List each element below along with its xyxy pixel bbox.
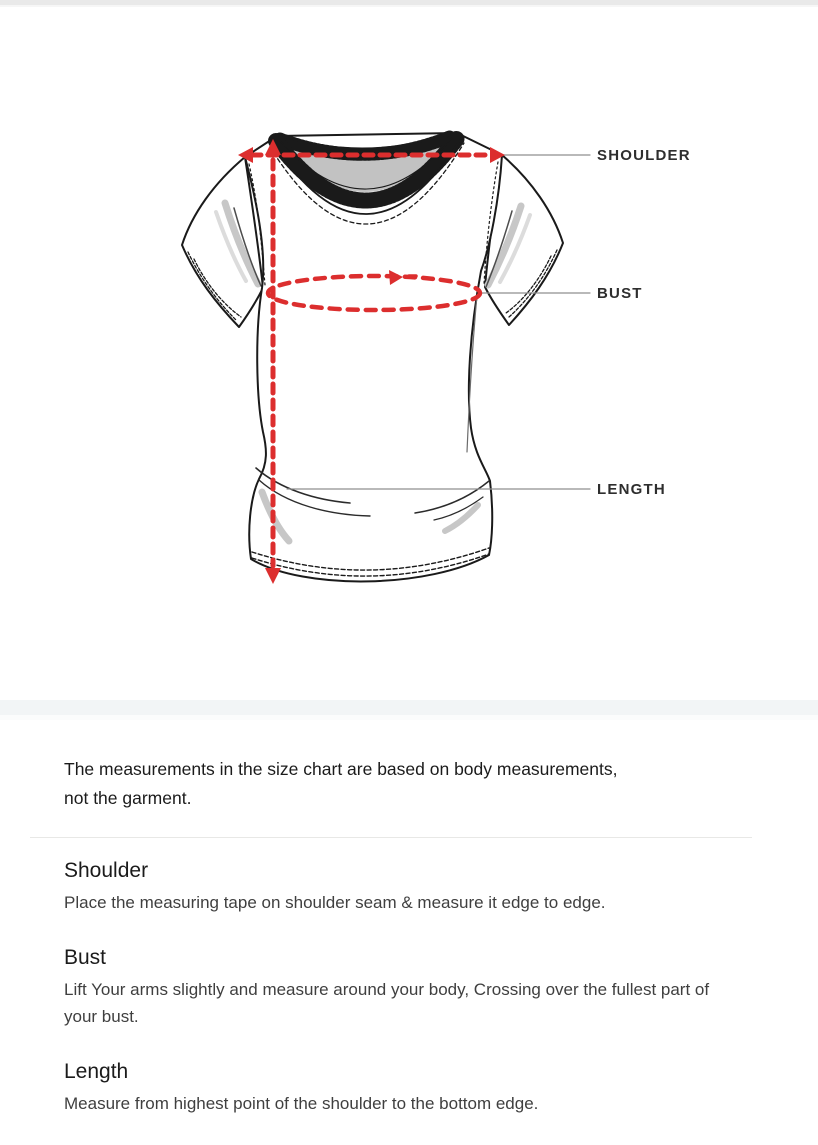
bust-section-description: Lift Your arms slightly and measure around your body, Crossing over the fullest part of your bust. xyxy=(64,980,710,1026)
length-section-title: Length xyxy=(64,1060,129,1083)
shoulder-section xyxy=(64,857,744,916)
measurement-note xyxy=(64,755,754,813)
bust-section xyxy=(64,944,744,1030)
note-line-1: The measurements in the size chart are based on body measurements, xyxy=(64,759,618,779)
label-length: LENGTH xyxy=(597,481,666,498)
label-bust: BUST xyxy=(597,285,643,302)
horizontal-divider xyxy=(30,837,752,838)
length-section xyxy=(64,1058,744,1117)
length-section-description: Measure from highest point of the shoulder to the bottom edge. xyxy=(64,1094,539,1113)
arrow-down-icon xyxy=(265,568,281,584)
measurement-instructions xyxy=(64,857,744,1145)
shoulder-section-description: Place the measuring tape on shoulder seam & measure it edge to edge. xyxy=(64,893,606,912)
label-shoulder: SHOULDER xyxy=(597,147,691,164)
section-divider-band xyxy=(0,700,818,720)
shoulder-section-title: Shoulder xyxy=(64,859,149,882)
note-line-2: not the garment. xyxy=(64,788,192,808)
bust-section-title: Bust xyxy=(64,946,107,969)
